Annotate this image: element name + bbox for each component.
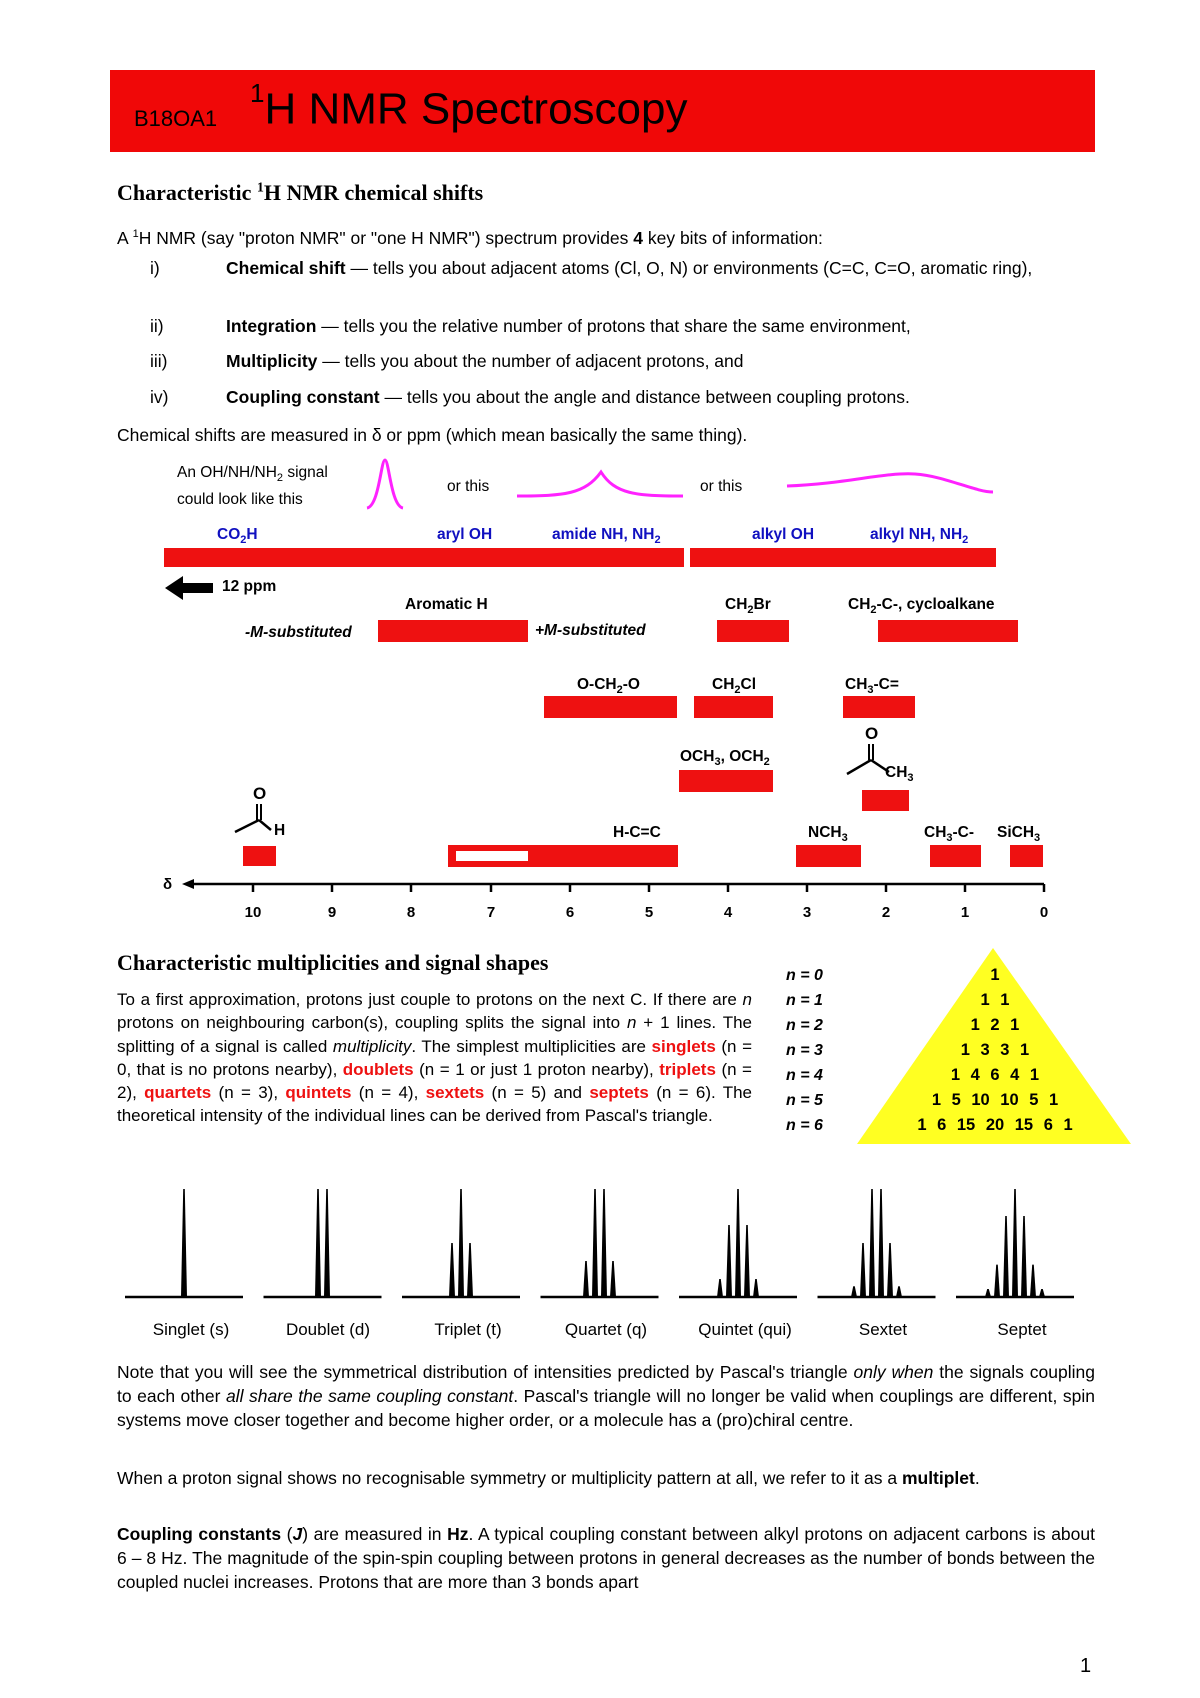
- tick-label: 4: [723, 904, 733, 921]
- page-title: $^1$H NMR Spectroscopy: [250, 78, 688, 134]
- multiplet-label: Septet: [997, 1320, 1047, 1339]
- multiplet-line: [592, 1189, 598, 1297]
- or-this-label: or this: [700, 478, 743, 495]
- ch3c-label: $CH_3-C-$: [924, 824, 975, 845]
- multiplet-spectra: [125, 1180, 1090, 1310]
- sharp-signal-curve: [365, 458, 405, 510]
- header-banner: [110, 70, 1095, 152]
- och3-bar: [679, 770, 773, 792]
- multiplet-line: [449, 1243, 455, 1297]
- tick-label: 0: [1039, 904, 1049, 921]
- alkyl-nh-label: alkyl NH, $NH_2$: [870, 526, 969, 547]
- ch2c-bar: [878, 620, 1018, 642]
- tick-label: 3: [802, 904, 812, 921]
- n-label: n = 5: [786, 1092, 823, 1109]
- list-number: iii): [150, 351, 168, 371]
- och2o-bar: [544, 696, 677, 718]
- plus-m-label: +M-substituted: [535, 622, 646, 639]
- tick-label: 9: [327, 904, 337, 921]
- ketone-oxygen-label: O: [865, 724, 879, 743]
- alkene-bar-gap: [456, 851, 528, 861]
- ketone-ch3-label: $CH_3$: [885, 764, 914, 785]
- hcc-label: H-C=C: [613, 824, 661, 841]
- multiplet-line: [583, 1261, 589, 1297]
- list-item-coupling-constant: Coupling constant — tells you about the angle and distance between coupling protons.: [226, 387, 910, 407]
- n-label: n = 0: [786, 967, 823, 984]
- multiplet-paragraph: When a proton signal shows no recognisable symmetry or multiplicity pattern at all, we refer to it as a multiplet.: [117, 1468, 980, 1488]
- multiplet-line: [1012, 1189, 1018, 1297]
- tick-label: 5: [644, 904, 654, 921]
- sich3-bar: [1010, 845, 1043, 867]
- multiplet-label: Quartet (q): [564, 1320, 648, 1339]
- section-heading-multiplicities: Characteristic multiplicities and signal shapes: [117, 950, 549, 975]
- broad-signal-curve: [515, 466, 685, 502]
- multiplet-line: [315, 1189, 321, 1297]
- aromatic-h-label: Aromatic H: [405, 596, 488, 613]
- sich3-label: SiCH$_3$: [997, 824, 1041, 845]
- multiplet-label: Sextet: [858, 1320, 908, 1339]
- multiplet-line: [1021, 1216, 1027, 1297]
- delta-symbol: δ: [163, 876, 173, 893]
- or-this-label: or this: [447, 478, 490, 495]
- list-number: ii): [150, 316, 164, 336]
- aldehyde-oxygen-label: O: [253, 784, 267, 803]
- multiplet-line: [994, 1265, 1000, 1297]
- tick-label: 10: [244, 904, 262, 921]
- multiplet-line: [896, 1286, 902, 1297]
- multiplicity-paragraph: To a first approximation, protons just couple to protons on the next C. If there are n protons on neighbouring carbon(s), coupling splits the signal into n + 1 lines. The splitting of a signal is called multiplicity. The simplest multiplicities are singlets (n = 0, that is no protons nearby), doublets (n = 1 or just 1 proton nearby), triplets (n = 2), quartets (n = 3), quintets (n = 4), sextets (n = 5) and septets (n = 6). The theoretical intensity of the individual lines can be derived from Pascal's triangle.: [117, 990, 753, 1126]
- tick-label: 6: [565, 904, 575, 921]
- minus-m-label: -M-substituted: [245, 624, 352, 641]
- aromatic-h-bar: [378, 620, 528, 642]
- list-number: i): [150, 258, 160, 278]
- n-label: n = 1: [786, 992, 823, 1009]
- acidic-proton-range-bar: [164, 548, 684, 567]
- multiplet-line: [717, 1279, 723, 1297]
- multiplet-line: [1039, 1289, 1045, 1297]
- multiplet-line: [726, 1225, 732, 1297]
- multiplet-line: [181, 1189, 187, 1297]
- multiplet-label: Quintet (qui): [698, 1320, 792, 1339]
- ch2cl-label: $CH_2Cl$: [712, 676, 757, 697]
- ch3c-eq-label: $CH_3-C=$: [845, 676, 899, 697]
- tick-label: 8: [406, 904, 416, 921]
- multiplet-line: [887, 1243, 893, 1297]
- nch3-label: $NCH_3$: [808, 824, 848, 845]
- ppm-axis: [182, 874, 1052, 894]
- multiplet-line: [860, 1243, 866, 1297]
- tick-label: 2: [881, 904, 891, 921]
- multiplet-line: [753, 1279, 759, 1297]
- nch3-bar: [796, 845, 861, 867]
- intro-paragraph: A $^1$H NMR (say "proton NMR" or "one H NMR") spectrum provides 4 key bits of information:: [117, 227, 823, 248]
- pascal-row: 1 2 1: [970, 1016, 1020, 1034]
- list-item-multiplicity: Multiplicity — tells you about the number of adjacent protons, and: [226, 351, 744, 371]
- measured-note: Chemical shifts are measured in δ or ppm (which mean basically the same thing).: [117, 425, 748, 445]
- pascal-row: 1 6 15 20 15 6 1: [917, 1116, 1073, 1134]
- multiplet-line: [610, 1261, 616, 1297]
- pascal-row: 1 5 10 10 5 1: [931, 1091, 1059, 1109]
- ch2c-label: $CH_2-C-$, cycloalkane: [848, 596, 995, 617]
- course-code: B18OA1: [134, 106, 218, 131]
- ketone-ch3-bar: [862, 790, 909, 811]
- pascal-row: 1: [990, 966, 1000, 984]
- multiplet-line: [601, 1189, 607, 1297]
- ch2br-label: $CH_2Br$: [725, 596, 771, 617]
- multiplet-line: [467, 1243, 473, 1297]
- multiplet-label: Triplet (t): [434, 1320, 502, 1339]
- pascal-note-paragraph: Note that you will see the symmetrical distribution of intensities predicted by Pascal's triangle only when the signals coupling to each other all share the same coupling constant. Pascal's triangle will no longer be valid when couplings are different, spin systems move closer together and become higher order, or a molecule has a (pro)chiral centre.: [117, 1362, 1095, 1430]
- multiplet-line: [744, 1225, 750, 1297]
- alkyl-oh-label: alkyl OH: [752, 526, 815, 543]
- multiplet-label: Doublet (d): [285, 1320, 371, 1339]
- n-label: n = 3: [786, 1042, 823, 1059]
- ch2cl-bar: [694, 696, 773, 718]
- co2h-label: $CO_2H$: [217, 526, 258, 547]
- amide-label: amide NH, $NH_2$: [552, 526, 661, 547]
- aryl-oh-label: aryl OH: [437, 526, 493, 543]
- alkyl-oh-nh-range-bar: [690, 548, 996, 567]
- pascal-row: 1 1: [980, 991, 1010, 1009]
- aldehyde-bar: [243, 846, 276, 866]
- multiplet-label: Singlet (s): [152, 1320, 230, 1339]
- ch3c-bar: [930, 845, 981, 867]
- multiplet-line: [735, 1189, 741, 1297]
- multiplet-line: [985, 1289, 991, 1297]
- ch3c-eq-bar: [843, 696, 915, 718]
- very-broad-signal-curve: [785, 470, 995, 500]
- och3-label: $OCH_3$, $OCH_2$: [680, 748, 770, 769]
- list-item-integration: Integration — tells you the relative number of protons that share the same environment,: [226, 316, 911, 336]
- multiplet-line: [324, 1189, 330, 1297]
- coupling-constants-paragraph: Coupling constants (J) are measured in Hz. A typical coupling constant between alkyl protons on adjacent carbons is about 6 – 8 Hz. The magnitude of the spin-spin coupling between protons in general decreases as the number of bonds between the coupled nuclei increases. Protons that are more than 3 bonds apart: [117, 1524, 1095, 1592]
- section-heading-chemical-shifts: Characteristic $^1$H NMR chemical shifts: [117, 180, 484, 205]
- signal-note: An $OH/NH/NH_2$ signal could look like this: [177, 464, 328, 509]
- twelve-ppm-label: 12 ppm: [222, 578, 277, 595]
- multiplet-line: [1003, 1216, 1009, 1297]
- multiplet-line: [869, 1189, 875, 1297]
- pascal-row: 1 4 6 4 1: [950, 1066, 1040, 1084]
- och2o-label: $O-CH_2-O$: [577, 676, 640, 697]
- multiplet-line: [851, 1286, 857, 1297]
- pascal-row: 1 3 3 1: [960, 1041, 1030, 1059]
- list-item-chemical-shift: Chemical shift — tells you about adjacent atoms (Cl, O, N) or environments (C=C, C=O, aromatic ring),: [226, 258, 1033, 278]
- left-arrow-icon: [165, 576, 215, 600]
- multiplet-line: [878, 1189, 884, 1297]
- tick-label: 1: [960, 904, 970, 921]
- multiplet-line: [1030, 1265, 1036, 1297]
- aldehyde-h-label: H: [274, 822, 286, 839]
- list-number: iv): [150, 387, 169, 407]
- tick-label: 7: [486, 904, 496, 921]
- multiplet-line: [458, 1189, 464, 1297]
- n-label: n = 6: [786, 1117, 823, 1134]
- ch2br-bar: [717, 620, 789, 642]
- page-number: 1: [1080, 1655, 1092, 1677]
- n-label: n = 2: [786, 1017, 823, 1034]
- n-label: n = 4: [786, 1067, 823, 1084]
